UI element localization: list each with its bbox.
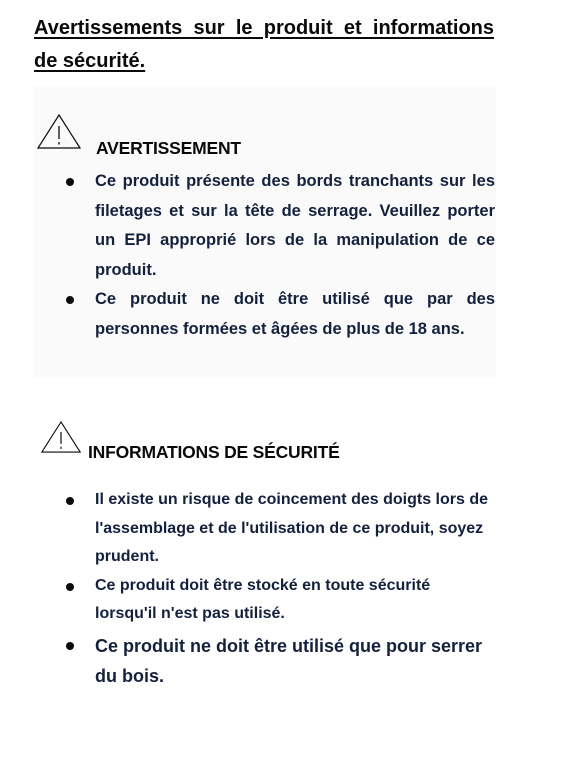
warning-section (0, 113, 573, 340)
list-item-text: Ce produit doit être stocké en toute sécurité lorsqu'il n'est pas utilisé. (95, 576, 431, 622)
warning-section-header (0, 113, 573, 163)
safety-section (0, 417, 573, 686)
warning-triangle-icon (40, 420, 82, 455)
bullet-icon (66, 178, 74, 186)
list-item-text: Ce produit présente des bords tranchants sur les filetages et sur la tête de serrage. Veuillez porter un EPI approprié lors de la manipulation de ce produit. (95, 172, 495, 279)
warning-triangle-icon (36, 113, 82, 151)
bullet-icon (66, 583, 74, 591)
bullet-icon (66, 642, 74, 650)
page-title: Avertissements sur le produit et informations de sécurité. (34, 17, 494, 72)
list-item-text: Il existe un risque de coincement des doigts lors de l'assemblage et de l'utilisation de ce produit, soyez prudent. (95, 491, 488, 565)
list-item-text: Ce produit ne doit être utilisé que pour serrer du bois. (95, 635, 483, 686)
safety-list (0, 486, 573, 691)
list-item (0, 631, 495, 691)
list-item (0, 486, 495, 572)
list-item-text: Ce produit ne doit être utilisé que par des personnes formées et âgées de plus de 18 ans. (95, 290, 495, 338)
list-item (0, 285, 495, 344)
bullet-icon (66, 296, 74, 304)
list-item (0, 572, 495, 629)
list-item (0, 167, 495, 285)
warning-list (0, 167, 573, 344)
safety-section-title: INFORMATIONS DE SÉCURITÉ (88, 442, 340, 462)
safety-section-header (0, 417, 573, 467)
bullet-icon (66, 497, 74, 505)
warning-section-title: AVERTISSEMENT (96, 138, 241, 158)
